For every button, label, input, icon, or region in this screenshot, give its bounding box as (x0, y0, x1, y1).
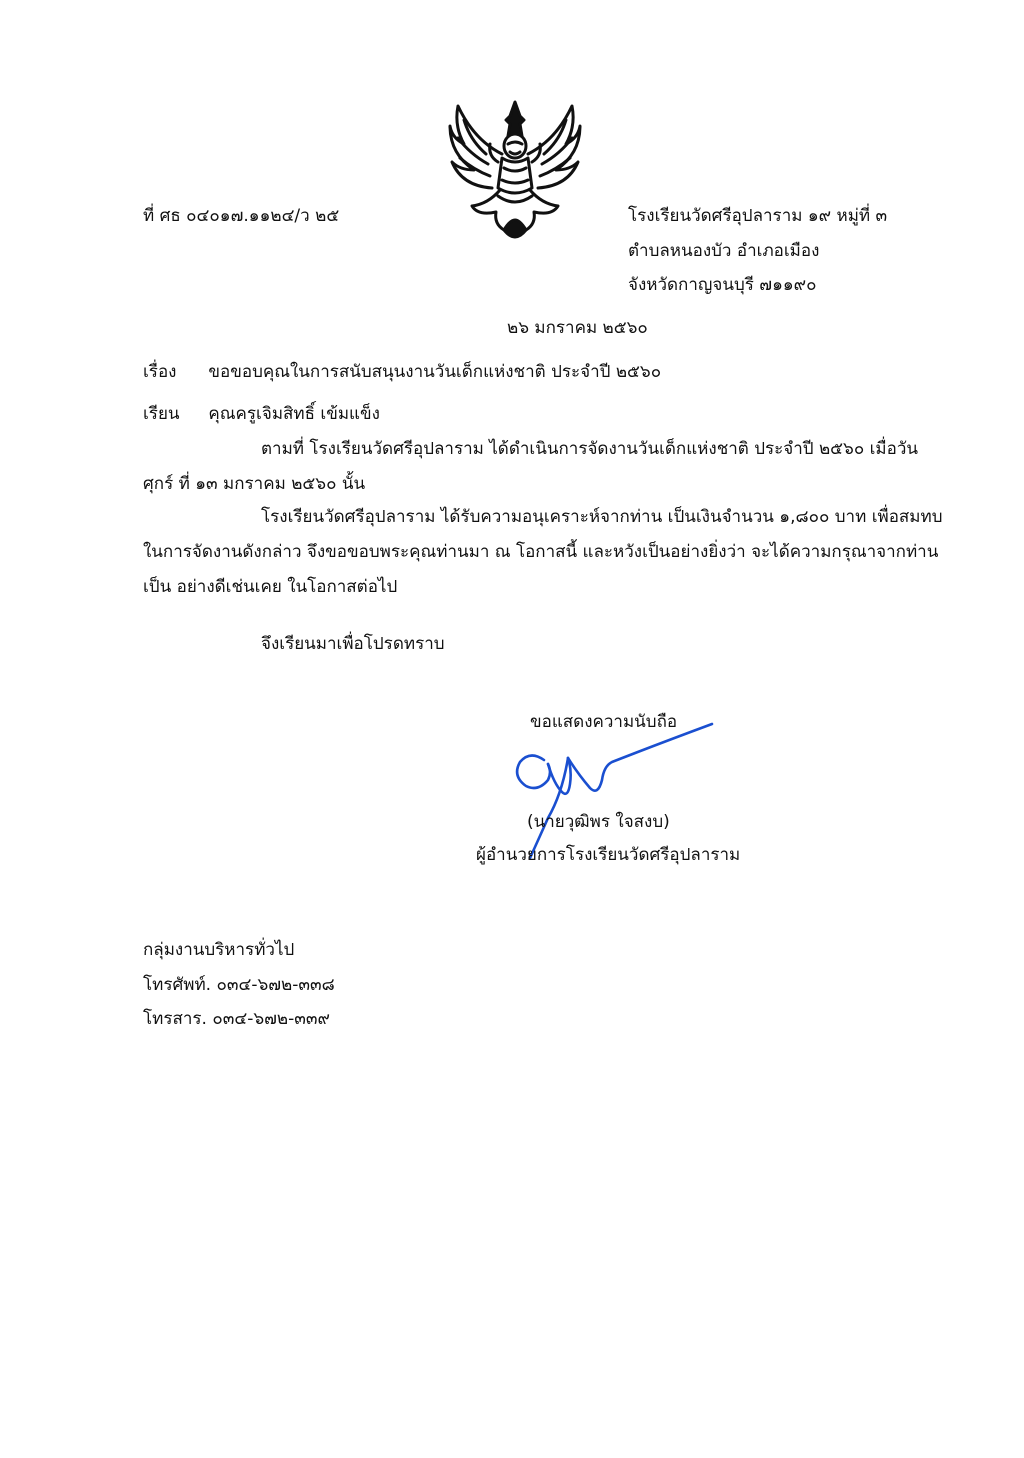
garuda-emblem-icon (444, 96, 586, 246)
paragraph-1-text: ตามที่ โรงเรียนวัดศรีอุปลาราม ได้ดำเนินการจัดงานวันเด็กแห่งชาติ ประจำปี ๒๕๖๐ เมื่อวันศุกร์ ที่ ๑๓ มกราคม ๒๕๖๐ นั้น (143, 439, 919, 494)
paragraph-2-text: โรงเรียนวัดศรีอุปลาราม ได้รับความอนุเคราะห์จากท่าน เป็นเงินจำนวน ๑,๘๐๐ บาท เพื่อสมทบในการจัดงานดังกล่าว จึงขอขอบพระคุณท่านมา ณ โอกาสนี้ และหวังเป็นอย่างยิ่งว่า จะได้ความกรุณาจากท่านเป็น อย่างดีเช่นเคย ในโอกาสต่อไป (143, 507, 943, 597)
recipient-line (143, 404, 380, 424)
phone-number: โทรศัพท์. ๐๓๔-๖๗๒-๓๓๘ (143, 975, 335, 995)
reference-number: ที่ ศธ ๐๔๐๑๗.๑๑๒๔/ว ๒๕ (143, 206, 340, 226)
sender-address-line-2: ตำบลหนองบัว อำเภอเมือง (628, 241, 820, 261)
sign-off: ขอแสดงความนับถือ (530, 712, 678, 732)
department: กลุ่มงานบริหารทั่วไป (143, 940, 295, 960)
fax-number: โทรสาร. ๐๓๔-๖๗๒-๓๓๙ (143, 1009, 330, 1029)
subject-text: ขอขอบคุณในการสนับสนุนงานวันเด็กแห่งชาติ ประจำปี ๒๕๖๐ (208, 362, 662, 382)
recipient-label: เรียน (143, 404, 180, 424)
signer-name: (นายวุฒิพร ใจสงบ) (527, 812, 670, 832)
recipient-name: คุณครูเจิมสิทธิ์ เข้มแข็ง (208, 404, 380, 424)
body-paragraph-2 (143, 500, 943, 605)
sender-address-line-3: จังหวัดกาญจนบุรี ๗๑๑๙๐ (628, 275, 817, 295)
subject-label: เรื่อง (143, 362, 177, 382)
letter-date: ๒๖ มกราคม ๒๕๖๐ (507, 318, 648, 338)
body-paragraph-1 (143, 432, 943, 502)
subject-line (143, 362, 661, 382)
closing-line: จึงเรียนมาเพื่อโปรดทราบ (261, 634, 445, 654)
sender-address-line-1: โรงเรียนวัดศรีอุปลาราม ๑๙ หมู่ที่ ๓ (628, 206, 888, 226)
signer-title: ผู้อำนวยการโรงเรียนวัดศรีอุปลาราม (476, 845, 741, 865)
